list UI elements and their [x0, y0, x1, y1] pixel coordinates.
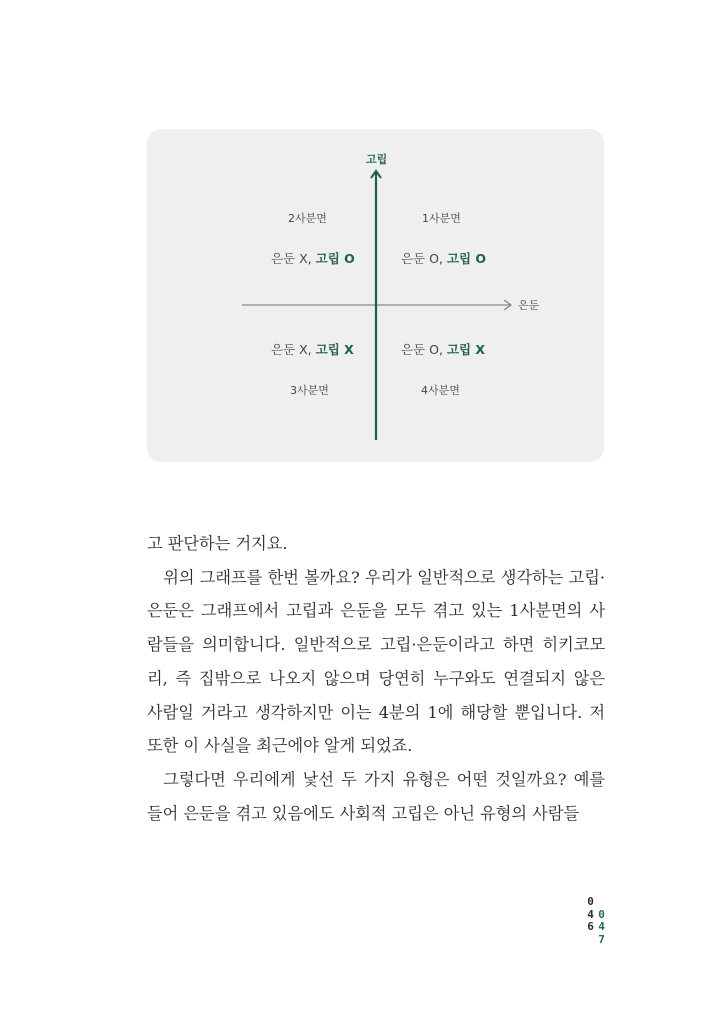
paragraph-continuation: 고 판단하는 거지요.	[147, 534, 288, 553]
quadrant-1-name: 1사분면	[422, 212, 461, 225]
quadrant-4-desc-strong: 고립 X	[446, 342, 486, 357]
quadrant-2-name: 2사분면	[288, 212, 327, 225]
quadrant-diagram	[147, 129, 604, 462]
body-text	[147, 527, 605, 830]
quadrant-axes	[147, 129, 604, 462]
quadrant-2-description	[271, 253, 355, 266]
paragraph: 위의 그래프를 한번 볼까요? 우리가 일반적으로 생각하는 고립·은둔은 그래프에서 고립과 은둔을 모두 겪고 있는 1사분면의 사람들을 의미합니다. 일반적으로 고립·은둔이라고 하면 히키코모리, 즉 집밖으로 나오지 않으며 당연히 누구와도 연결되지 않은 사람일 거라고 생각하지만 이는 4분의 1에 해당할 뿐입니다. 저 또한 이 사실을 최근에야 알게 되었죠.	[147, 567, 605, 756]
quadrant-3-desc-prefix: 은둔 X,	[271, 342, 316, 357]
paragraph: 그렇다면 우리에게 낯선 두 가지 유형은 어떤 것일까요? 예를 들어 은둔을 겪고 있음에도 사회적 고립은 아닌 유형의 사람들	[147, 769, 605, 823]
quadrant-2-desc-prefix: 은둔 X,	[271, 251, 316, 266]
left-page-digit: 0	[587, 895, 594, 908]
quadrant-4-desc-prefix: 은둔 O,	[401, 342, 447, 357]
left-page-digit: 6	[587, 920, 594, 933]
quadrant-2-desc-strong: 고립 O	[315, 251, 355, 266]
quadrant-4-description	[401, 344, 485, 357]
right-page-digit: 4	[598, 920, 605, 933]
quadrant-3-description	[271, 344, 354, 357]
axis-label-seclusion: 은둔	[518, 299, 540, 312]
right-page-digit: 0	[598, 907, 605, 921]
quadrant-1-desc-prefix: 은둔 O,	[401, 251, 447, 266]
right-page-digit: 7	[598, 932, 605, 946]
quadrant-3-name: 3사분면	[290, 384, 329, 397]
quadrant-3-desc-strong: 고립 X	[315, 342, 354, 357]
quadrant-1-description	[401, 253, 486, 266]
axis-label-isolation: 고립	[366, 153, 388, 166]
quadrant-4-name: 4사분면	[421, 384, 460, 397]
quadrant-1-desc-strong: 고립 O	[446, 251, 487, 266]
left-page-digit: 4	[587, 907, 594, 921]
page-number	[585, 896, 607, 946]
